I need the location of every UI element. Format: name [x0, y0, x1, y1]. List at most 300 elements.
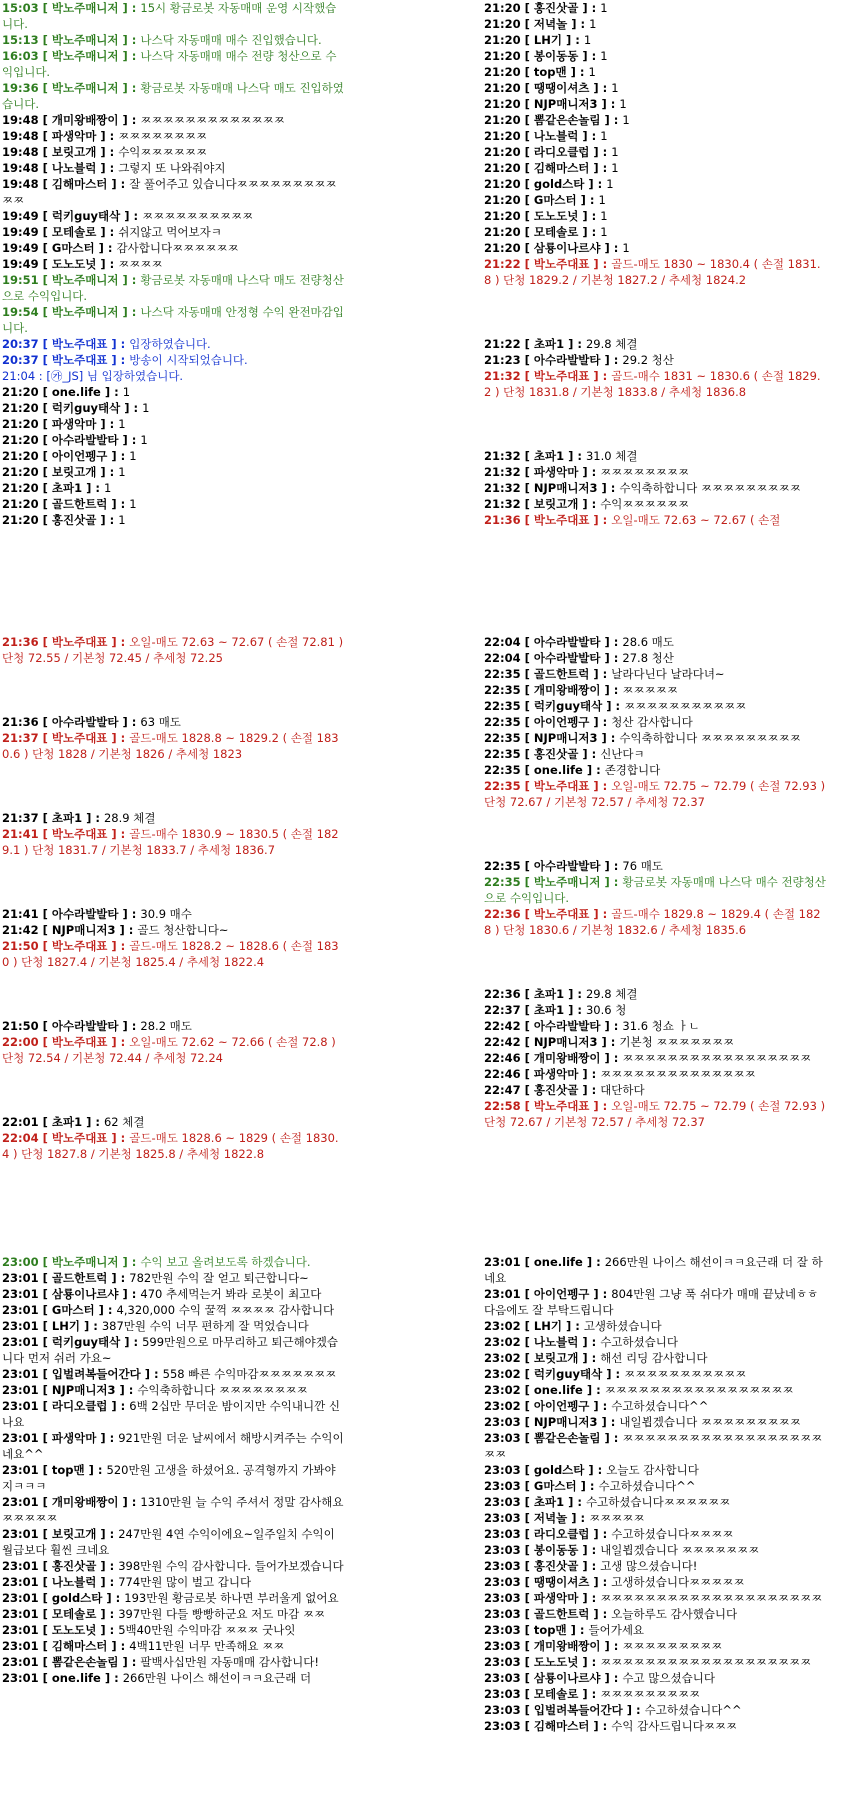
- message-time: 22:35: [484, 763, 521, 777]
- sender-name: 박노주대표: [533, 907, 590, 921]
- bracket-close: ] :: [96, 1527, 119, 1541]
- bracket-open: [: [520, 875, 534, 889]
- message-time: 22:42: [484, 1019, 521, 1033]
- message-time: 23:03: [484, 1431, 521, 1445]
- sender-name: 입벌려복들어간다: [51, 1367, 141, 1381]
- message-text: ㅉㅉㅉㅉㅉ: [589, 1511, 645, 1525]
- sender-name: 나노블럭: [51, 161, 97, 175]
- bracket-close: ] :: [597, 731, 620, 745]
- chat-message: [2, 1398, 344, 1430]
- message-text: 921만원 더운 날씨에서 해방시켜주는 수익이네요^^: [2, 1431, 344, 1461]
- bracket-open: [: [520, 1527, 534, 1541]
- bracket-close: ] :: [115, 923, 138, 937]
- bracket-close: ] :: [600, 1639, 623, 1653]
- chat-message: [484, 1398, 826, 1414]
- bracket-close: ] :: [578, 1687, 601, 1701]
- chat-message: [484, 1050, 826, 1066]
- bracket-open: [: [38, 1255, 52, 1269]
- chat-message: [484, 512, 826, 528]
- chat-message: [2, 368, 344, 384]
- chat-message: [484, 64, 826, 80]
- message-text: 골드-매도 1828.8 ~ 1829.2 ( 손절 1830.6 ) 단청 1828 / 기본청 1826 / 추세청 1823: [2, 731, 339, 761]
- message-time: 22:35: [484, 747, 521, 761]
- bracket-close: ] :: [100, 1671, 123, 1685]
- bracket-close: ] :: [589, 907, 612, 921]
- message-text: 내일뵙겠습니다 ㅉㅉㅉㅉㅉㅉㅉㅉㅉ: [619, 1415, 801, 1429]
- message-text: ㅉㅉㅉㅉㅉㅉㅉㅉㅉㅉㅉㅉㅉㅉ: [600, 1067, 756, 1081]
- bracket-close: ] :: [589, 1287, 612, 1301]
- message-text: 1: [118, 417, 126, 431]
- message-time: 21:20: [484, 97, 521, 111]
- message-text: ㅉㅉㅉㅉㅉㅉㅉㅉ: [600, 465, 690, 479]
- message-text: 골드-매수 1830.9 ~ 1830.5 ( 손절 1829.1 ) 단청 1831.7 / 기본청 1833.7 / 추세청 1836.7: [2, 827, 339, 857]
- bracket-open: [: [38, 1607, 52, 1621]
- chat-message: [484, 48, 826, 64]
- bracket-open: [: [520, 1591, 534, 1605]
- chat-message: [2, 1654, 344, 1670]
- message-time: 22:35: [484, 779, 521, 793]
- message-text: ㅉㅉㅉㅉㅉㅉㅉㅉㅉㅉㅉㅉㅉㅉㅉㅉㅉㅉㅉ: [600, 1655, 812, 1669]
- bracket-open: [: [38, 161, 52, 175]
- sender-name: 박노주대표: [533, 779, 590, 793]
- message-time: 21:20: [484, 65, 521, 79]
- message-text: 31.6 청쇼 ㅏㄴ: [622, 1019, 700, 1033]
- bracket-open: [: [520, 1287, 534, 1301]
- message-text: 397만원 다들 빵빵하군요 저도 마감 ㅉㅉ: [118, 1607, 326, 1621]
- bracket-close: ] :: [118, 1655, 141, 1669]
- bracket-open: [: [38, 1383, 52, 1397]
- bracket-close: ] :: [96, 1623, 119, 1637]
- message-text: 193만원 황금로봇 하나면 부러울게 없어요: [124, 1591, 339, 1605]
- message-text: ㅉㅉㅉㅉㅉㅉㅉㅉㅉㅉㅉㅉㅉㅉㅉㅉㅉㅉㅉㅉ: [484, 1431, 823, 1461]
- sender-name: 럭키guy태삭: [51, 401, 121, 415]
- chat-message: [2, 1606, 344, 1622]
- message-text: 수고하셨습니다^^: [611, 1399, 709, 1413]
- bracket-close: ] :: [600, 1019, 623, 1033]
- message-text: 수익축하합니다 ㅉㅉㅉㅉㅉㅉㅉㅉㅉ: [619, 481, 801, 495]
- message-time: 23:01: [2, 1271, 39, 1285]
- chat-panel-4: [484, 634, 826, 1164]
- message-text: 기본청 ㅉㅉㅉㅉㅉㅉㅉ: [619, 1035, 735, 1049]
- bracket-close: ] :: [597, 1415, 620, 1429]
- chat-message: [484, 874, 826, 906]
- message-time: 21:32: [484, 449, 521, 463]
- chat-message: [484, 1478, 826, 1494]
- sender-name: 박노주대표: [533, 369, 590, 383]
- message-time: 21:20: [484, 81, 521, 95]
- bracket-open: [: [520, 1003, 534, 1017]
- bracket-close: ] :: [578, 1559, 601, 1573]
- message-time: 21:20: [2, 385, 39, 399]
- chat-message: [484, 698, 826, 714]
- bracket-close: ] :: [582, 1383, 605, 1397]
- sender-name: 아수라발발타: [51, 1019, 119, 1033]
- chat-message: [484, 858, 826, 874]
- sender-name: one.life: [533, 1383, 583, 1397]
- bracket-open: [: [520, 449, 534, 463]
- blank-line: [484, 970, 826, 986]
- bracket-open: [: [38, 113, 52, 127]
- sender-name: 뽐같은손놀림: [533, 1431, 601, 1445]
- bracket-close: ] :: [564, 987, 586, 1001]
- bracket-open: [: [520, 33, 534, 47]
- message-text: 황금로봇 자동매매 나스닥 매수 전량청산으로 수익입니다.: [484, 875, 826, 905]
- blank-line: [484, 304, 826, 320]
- blank-line: [2, 858, 344, 874]
- chat-message: [2, 464, 344, 480]
- message-text: 해선 리딩 감사합니다: [600, 1351, 708, 1365]
- bracket-open: [: [38, 129, 52, 143]
- message-text: 1310만원 늘 수익 주셔서 정말 감사해요ㅉㅉㅉㅉㅉ: [2, 1495, 344, 1525]
- message-text: 1: [140, 433, 148, 447]
- sender-name: 라디오클럽: [533, 1527, 590, 1541]
- chat-message: [484, 986, 826, 1002]
- bracket-close: ] :: [107, 939, 130, 953]
- sender-name: 개미왕배짱이: [51, 113, 119, 127]
- sender-name: 보릿고개: [533, 497, 579, 511]
- bracket-close: ] :: [589, 1099, 612, 1113]
- message-time: 22:35: [484, 731, 521, 745]
- chat-message: [484, 144, 826, 160]
- message-time: 23:03: [484, 1479, 521, 1493]
- bracket-close: ] :: [582, 763, 605, 777]
- message-time: 19:49: [2, 209, 39, 223]
- chat-message: [484, 714, 826, 730]
- chat-message: [484, 906, 826, 938]
- message-text: ㅉㅉㅉㅉㅉㅉㅉㅉㅉㅉㅉㅉㅉㅉㅉㅉㅉㅉㅉㅉ: [600, 1591, 823, 1605]
- blank-line: [484, 826, 826, 842]
- sender-name: 아수라발발타: [51, 907, 119, 921]
- bracket-open: [: [38, 273, 52, 287]
- message-text: ㅉㅉㅉㅉㅉㅉㅉㅉㅉㅉㅉ: [624, 699, 747, 713]
- bracket-open: [: [38, 1303, 52, 1317]
- message-text: 오늘도 감사합니다: [606, 1463, 699, 1477]
- message-time: 21:20: [2, 433, 39, 447]
- chat-message: [2, 938, 344, 970]
- bracket-open: [: [38, 1431, 52, 1445]
- chat-message: [2, 352, 344, 368]
- bracket-close: ] :: [94, 1303, 117, 1317]
- chat-message: [484, 80, 826, 96]
- message-text: 팔백사십만원 자동매매 감사합니다!: [140, 1655, 319, 1669]
- chat-message: [484, 1590, 826, 1606]
- chat-message: [2, 336, 344, 352]
- message-text: 804만원 그냥 푹 쉬다가 매매 끝났네ㅎㅎ다음에도 잘 부탁드립니다: [484, 1287, 819, 1317]
- sender-name: 아수라발발타: [533, 651, 601, 665]
- bracket-open: [: [38, 1019, 52, 1033]
- bracket-open: [: [520, 1399, 534, 1413]
- sender-name: 도노도넛: [533, 209, 579, 223]
- chat-message: [2, 826, 344, 858]
- bracket-open: [: [520, 113, 534, 127]
- message-text: 247만원 4연 수익이에요~일주일치 수익이 월급보다 훨씬 크네요: [2, 1527, 335, 1557]
- sender-name: NJP매니저3: [533, 1415, 598, 1429]
- message-time: 23:01: [2, 1623, 39, 1637]
- sender-name: G마스터: [51, 1303, 95, 1317]
- sender-name: 봉이동동: [533, 49, 579, 63]
- sender-name: NJP매니저3: [51, 1383, 116, 1397]
- chat-message: [2, 1366, 344, 1382]
- sender-name: 저녁놀: [533, 17, 568, 31]
- sender-name: 초파1: [51, 811, 83, 825]
- chat-message: [2, 240, 344, 256]
- message-time: 23:03: [484, 1463, 521, 1477]
- sender-name: 박노주대표: [51, 1035, 108, 1049]
- chat-message: [2, 496, 344, 512]
- message-time: 22:47: [484, 1083, 521, 1097]
- bracket-open: [: [520, 1367, 534, 1381]
- bracket-open: [: [38, 401, 52, 415]
- chat-message: [484, 1670, 826, 1686]
- chat-message: [484, 1366, 826, 1382]
- bracket-close: ] :: [589, 1575, 612, 1589]
- sender-name: 삼룡이나르샤: [533, 1671, 601, 1685]
- message-text: 수고하셨습니다ㅉㅉㅉㅉㅉㅉ: [585, 1495, 731, 1509]
- chat-message: [484, 464, 826, 480]
- message-text: 6백 2십만 무더운 밤이지만 수익내니깐 신나요: [2, 1399, 340, 1429]
- bracket-close: ] :: [107, 635, 130, 649]
- message-text: 30.6 청: [585, 1003, 627, 1017]
- chat-message: [484, 1622, 826, 1638]
- sender-name: 박노주대표: [533, 1099, 590, 1113]
- message-text: 수고하셨습니다^^: [598, 1479, 696, 1493]
- message-text: 나스닥 자동매매 매수 진입했습니다.: [140, 33, 322, 47]
- sender-name: 파생악마: [51, 1431, 97, 1445]
- bracket-close: ] :: [589, 145, 612, 159]
- bracket-close: ] :: [120, 401, 143, 415]
- message-time: 22:37: [484, 1003, 521, 1017]
- message-time: 23:01: [2, 1463, 39, 1477]
- bracket-close: ] :: [96, 161, 119, 175]
- message-text: 쉬지않고 먹어보자ㅋ: [118, 225, 222, 239]
- bracket-close: ] :: [118, 1019, 141, 1033]
- bracket-open: [: [520, 1655, 534, 1669]
- bracket-open: [: [520, 193, 534, 207]
- message-text: 63 매도: [140, 715, 181, 729]
- bracket-open: [: [38, 635, 52, 649]
- chat-panel-3: [2, 634, 344, 1164]
- bracket-open: [: [520, 1099, 534, 1113]
- sender-name: G마스터: [533, 1479, 577, 1493]
- sender-name: top맨: [533, 1623, 567, 1637]
- bracket-close: ] :: [564, 337, 586, 351]
- sender-name: 도노도넛: [51, 1623, 97, 1637]
- bracket-open: [: [38, 1655, 52, 1669]
- bracket-close: ] :: [600, 635, 623, 649]
- sender-name: 보릿고개: [51, 1527, 97, 1541]
- bracket-close: ] :: [107, 177, 130, 191]
- chat-message: [484, 730, 826, 746]
- bracket-close: ] :: [120, 1335, 143, 1349]
- chat-message: [484, 496, 826, 512]
- sender-name: 홍진삿골: [533, 1, 579, 15]
- message-time: 22:35: [484, 699, 521, 713]
- bracket-close: ] :: [578, 1591, 601, 1605]
- bracket-close: ] :: [589, 81, 612, 95]
- message-text: 28.9 체결: [103, 811, 156, 825]
- message-time: 23:01: [2, 1399, 39, 1413]
- bracket-close: ] :: [107, 827, 130, 841]
- message-time: 21:22: [484, 257, 521, 271]
- message-time: 19:51: [2, 273, 39, 287]
- message-time: 23:01: [2, 1655, 39, 1669]
- bracket-open: [: [38, 939, 52, 953]
- chat-message: [484, 192, 826, 208]
- sender-name: 모테솔로: [51, 1607, 97, 1621]
- bracket-close: ] :: [96, 129, 119, 143]
- sender-name: 아이언펭구: [533, 1399, 590, 1413]
- message-time: 15:13: [2, 33, 39, 47]
- sender-name: one.life: [51, 1671, 101, 1685]
- chat-message: [484, 1462, 826, 1478]
- bracket-close: ] :: [107, 1399, 130, 1413]
- sender-name: 초파1: [533, 1495, 565, 1509]
- message-time: 21:20: [484, 17, 521, 31]
- chat-message: [484, 1494, 826, 1510]
- chat-message: [2, 176, 344, 208]
- message-time: 21:36: [2, 715, 39, 729]
- sender-name: 나노블럭: [533, 129, 579, 143]
- bracket-open: [: [520, 241, 534, 255]
- bracket-open: [: [520, 145, 534, 159]
- message-time: 19:48: [2, 161, 39, 175]
- message-time: 21:20: [484, 241, 521, 255]
- message-text: 5백40만원 수익마감 ㅉㅉㅉ 굿나잇: [118, 1623, 296, 1637]
- bracket-close: ] :: [584, 1463, 607, 1477]
- message-time: 21:32: [484, 481, 521, 495]
- sender-name: 입벌려복들어간다: [533, 1703, 623, 1717]
- bracket-open: [: [520, 209, 534, 223]
- message-time: 21:41: [2, 827, 39, 841]
- message-text: ㅉㅉㅉㅉ: [118, 257, 163, 271]
- message-time: 23:00: [2, 1255, 39, 1269]
- bracket-open: [: [38, 1335, 52, 1349]
- bracket-close: ] :: [589, 369, 612, 383]
- chat-message: [484, 1382, 826, 1398]
- chat-message: [484, 480, 826, 496]
- message-text: 수익축하합니다 ㅉㅉㅉㅉㅉㅉㅉㅉㅉ: [619, 731, 801, 745]
- chat-message: [2, 1318, 344, 1334]
- bracket-open: [: [38, 81, 52, 95]
- message-text: 나스닥 자동매매 안정형 수익 완전마감입니다.: [2, 305, 344, 335]
- bracket-close: ] :: [566, 65, 589, 79]
- chat-message: [484, 1350, 826, 1366]
- bracket-open: [: [38, 731, 52, 745]
- bracket-open: [: [38, 145, 52, 159]
- chat-message: [484, 1286, 826, 1318]
- bracket-close: ] :: [578, 209, 601, 223]
- message-time: 21:41: [2, 907, 39, 921]
- message-text: 1: [589, 17, 597, 31]
- bracket-open: [: [38, 1559, 52, 1573]
- sender-name: 모테솔로: [533, 1687, 579, 1701]
- message-text: ㅉㅉㅉㅉㅉㅉㅉㅉㅉㅉ: [142, 209, 254, 223]
- bracket-open: [: [38, 337, 52, 351]
- bracket-open: [: [38, 385, 52, 399]
- message-text: 수고하셨습니다^^: [644, 1703, 742, 1717]
- chat-message: [2, 208, 344, 224]
- sender-name: NJP매니저3: [533, 1035, 598, 1049]
- bracket-close: ] :: [82, 481, 104, 495]
- message-text: 청산 감사합니다: [611, 715, 693, 729]
- sender-name: 파생악마: [533, 1591, 579, 1605]
- bracket-close: ] :: [107, 353, 130, 367]
- bracket-close: ] :: [107, 1271, 130, 1285]
- sender-name: 골드한트럭: [533, 1607, 590, 1621]
- message-time: 19:49: [2, 241, 39, 255]
- chat-message: [2, 1334, 344, 1366]
- bracket-close: ] :: [600, 1671, 623, 1685]
- message-text: 골드 청산합니다~: [137, 923, 229, 937]
- sender-name: 홍진삿골: [51, 1559, 97, 1573]
- message-text: 1: [118, 513, 126, 527]
- bracket-open: [: [520, 481, 534, 495]
- message-text: 29.2 청산: [622, 353, 674, 367]
- system-message-text: 21:04 : [㉮_JS] 님 입장하였습니다.: [2, 369, 184, 383]
- sender-name: 아이언펭구: [51, 449, 108, 463]
- sender-name: 아수라발발타: [533, 859, 601, 873]
- sender-name: LH기: [51, 1319, 80, 1333]
- message-time: 21:20: [2, 497, 39, 511]
- message-text: 1: [622, 241, 630, 255]
- chat-message: [484, 1574, 826, 1590]
- bracket-close: ] :: [107, 1131, 130, 1145]
- chat-message: [484, 1318, 826, 1334]
- bracket-close: ] :: [600, 1431, 623, 1445]
- bracket-close: ] :: [589, 1527, 612, 1541]
- bracket-close: ] :: [118, 907, 141, 921]
- message-time: 21:20: [2, 481, 39, 495]
- message-text: 782만원 수익 잘 얻고 퇴근합니다~: [129, 1271, 309, 1285]
- message-time: 23:02: [484, 1367, 521, 1381]
- bracket-open: [: [38, 305, 52, 319]
- chat-message: [484, 1558, 826, 1574]
- message-time: 23:01: [2, 1639, 39, 1653]
- sender-name: 초파1: [533, 337, 565, 351]
- message-text: 4백11만원 너무 만족해요 ㅉㅉ: [129, 1639, 285, 1653]
- bracket-open: [: [38, 1671, 52, 1685]
- bracket-close: ] :: [118, 81, 141, 95]
- message-text: 520만원 고생을 하셨어요. 공격형까지 가봐야지ㅋㅋㅋ: [2, 1463, 336, 1493]
- message-text: 1: [600, 49, 608, 63]
- message-text: 감사합니다ㅉㅉㅉㅉㅉㅉ: [116, 241, 239, 255]
- message-text: 대단하다: [600, 1083, 645, 1097]
- bracket-close: ] :: [120, 209, 143, 223]
- bracket-close: ] :: [96, 513, 119, 527]
- message-text: 1: [622, 113, 630, 127]
- bracket-open: [: [520, 1703, 534, 1717]
- sender-name: 럭키guy태삭: [51, 1335, 121, 1349]
- message-time: 23:03: [484, 1623, 521, 1637]
- message-time: 21:20: [2, 465, 39, 479]
- bracket-open: [: [38, 1591, 52, 1605]
- chat-message: [2, 1526, 344, 1558]
- message-text: 27.8 청산: [622, 651, 674, 665]
- sender-name: 럭키guy태삭: [51, 209, 121, 223]
- message-text: 오일-매도 72.75 ~ 72.79 ( 손절 72.93 ) 단청 72.67 / 기본청 72.57 / 추세청 72.37: [484, 1099, 826, 1129]
- bracket-close: ] :: [107, 1035, 130, 1049]
- message-time: 19:48: [2, 113, 39, 127]
- bracket-close: ] :: [597, 1035, 620, 1049]
- message-time: 23:03: [484, 1527, 521, 1541]
- bracket-open: [: [520, 763, 534, 777]
- message-text: 266만원 나이스 해선이ㅋㅋ요근래 더: [122, 1671, 312, 1685]
- bracket-close: ] :: [589, 667, 612, 681]
- bracket-close: ] :: [600, 241, 623, 255]
- bracket-close: ] :: [578, 1351, 601, 1365]
- blank-line: [2, 1066, 344, 1082]
- sender-name: 봉이동동: [533, 1543, 579, 1557]
